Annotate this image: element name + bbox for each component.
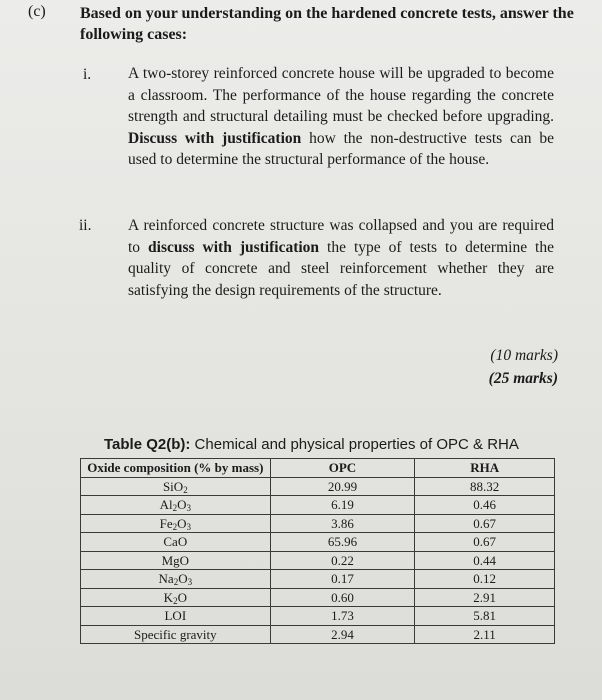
cell-opc: 0.17 [270,570,415,589]
question-intro: Based on your understanding on the hardened concrete tests, answer the following cases: [80,5,574,43]
table-row [81,588,555,607]
marks-10: (10 marks) [490,347,558,364]
formula-part: Fe [159,515,173,531]
cell-rha: 2.91 [415,588,555,607]
cell-oxide [81,588,271,607]
item-number-ii: ii. [79,217,92,234]
cell-oxide [81,477,271,496]
table-row [81,496,555,515]
cell-oxide [81,570,271,589]
header-rha: RHA [415,459,555,478]
cell-opc: 0.22 [270,551,415,570]
table-row [81,551,555,570]
cell-oxide [81,514,271,533]
cell-rha: 88.32 [415,477,555,496]
formula-subscript: 3 [187,577,193,588]
formula-subscript: 2 [183,484,188,495]
formula-part: MgO [161,552,190,568]
cell-oxide [81,625,271,644]
cell-opc: 20.99 [270,477,415,496]
formula-part: O [177,515,187,531]
table-body [81,477,555,644]
formula-part: O [177,589,187,605]
formula-subscript: 2 [173,595,178,606]
table-row [81,477,555,496]
formula-subscript: 2 [172,503,178,514]
cell-oxide [81,551,271,570]
table-row [81,625,555,644]
item-number-i: i. [83,66,92,83]
cell-rha: 0.67 [415,514,555,533]
table-title [104,436,519,453]
item-ii-text-before: A reinforced concrete structure was collapsed and you are required to [128,217,554,256]
cell-rha: 0.12 [415,570,555,589]
item-i-bold: Discuss with justification [128,129,302,147]
cell-rha: 0.46 [415,496,555,515]
item-text-i [128,63,554,171]
formula-subscript: 3 [186,503,192,514]
table-row [81,533,555,552]
cell-opc: 3.86 [270,514,415,533]
cell-rha: 0.44 [415,551,555,570]
formula-part: CaO [163,534,188,550]
formula-part: O [178,571,188,587]
item-ii-text-after: the type of tests to determine the quality of concrete and steel reinforcement whether they are satisfying the design requirements of the structure. [128,238,554,299]
marks-25: (25 marks) [488,370,558,387]
item-ii-bold: discuss with justification [148,238,320,256]
item-i-text-before: A two-storey reinforced concrete house will be upgraded to become a classroom. The performance of the house regarding the concrete strength and structural detailing must be checked before upgrading. [128,65,554,126]
header-oxide: Oxide composition (% by mass) [81,459,271,478]
cell-oxide [81,496,271,515]
formula-subscript: 2 [172,521,178,532]
cell-opc: 6.19 [270,496,415,515]
table-row [81,570,555,589]
part-label: (c) [28,3,46,20]
item-i-text-after: how the non-destructive tests can be used to determine the structural performance of the house. [128,129,554,169]
cell-rha: 5.81 [415,607,555,626]
formula-subscript: 2 [173,577,179,588]
header-opc: OPC [270,459,415,478]
cell-opc: 1.73 [270,607,415,626]
table-title-text: Chemical and physical properties of OPC & RHA [190,436,519,453]
formula-part: SiO [162,478,184,494]
cell-oxide [81,533,271,552]
formula-part: Specific gravity [133,626,217,642]
formula-part: K [163,589,174,605]
formula-part: LOI [164,608,187,624]
cell-opc: 65.96 [270,533,415,552]
item-text-ii [128,215,554,301]
table-header-row [81,459,555,478]
formula-part: O [177,497,187,513]
table-row [81,514,555,533]
cell-rha: 0.67 [415,533,555,552]
formula-part: Al [159,497,173,513]
formula-part: Na [158,571,174,587]
cell-rha: 2.11 [415,625,555,644]
table-row [81,607,555,626]
cell-oxide [81,607,271,626]
formula-subscript: 3 [186,521,192,532]
cell-opc: 2.94 [270,625,415,644]
table-title-label: Table Q2(b): [104,436,191,453]
properties-table [80,458,555,644]
cell-opc: 0.60 [270,588,415,607]
